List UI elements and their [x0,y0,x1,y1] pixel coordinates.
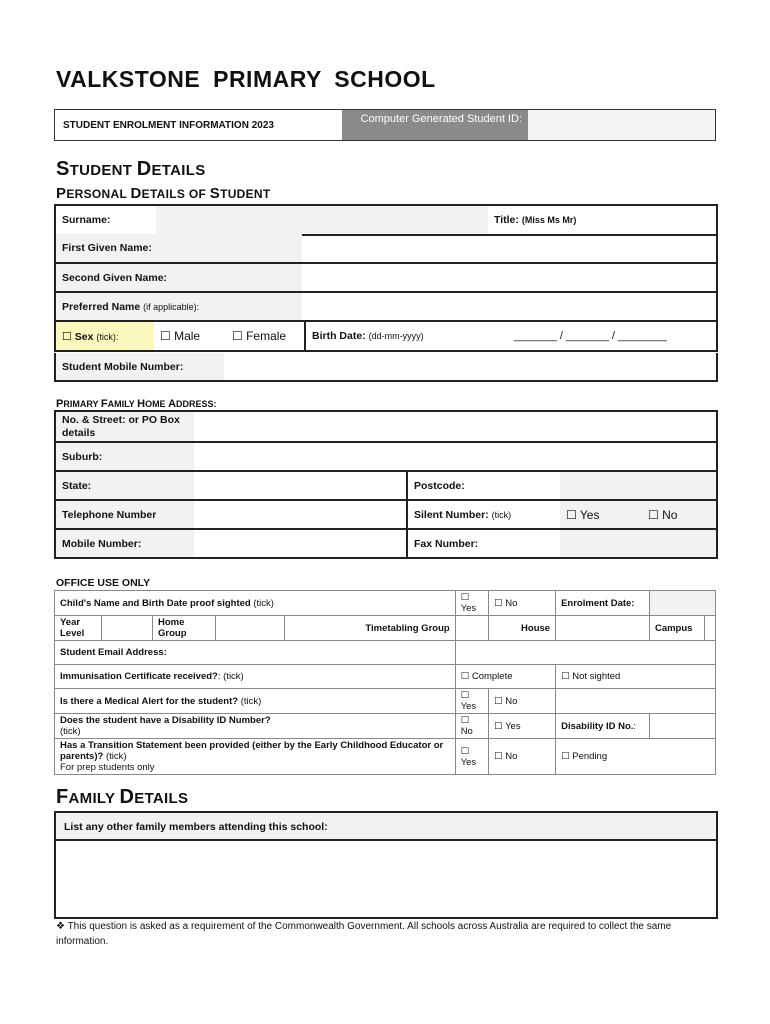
second-name-field[interactable] [302,263,717,292]
sex-label: ☐ Sex (tick): [55,322,154,351]
preferred-name-field[interactable] [302,292,717,321]
home-group-field[interactable] [216,616,285,641]
sex-birth-table [54,322,718,352]
student-mobile-field[interactable] [224,353,717,381]
immunisation-not-sighted-checkbox[interactable]: ☐ Not sighted [556,665,716,689]
office-use-table [54,590,716,775]
timetabling-group-field[interactable] [455,616,488,641]
family-members-label: List any other family members attending this school: [56,813,716,841]
enrolment-date-label: Enrolment Date: [556,591,650,616]
form-label: STUDENT ENROLMENT INFORMATION 2023 [63,120,274,131]
names-table [54,234,718,322]
telephone-label: Telephone Number [55,500,194,529]
proof-no-checkbox[interactable]: ☐ No [489,591,556,616]
postcode-field[interactable] [560,471,717,500]
mobile-label: Mobile Number: [55,529,194,558]
first-name-field[interactable] [302,234,717,263]
second-name-label: Second Given Name: [55,263,302,292]
medical-yes-checkbox[interactable]: ☐ Yes [455,689,488,714]
fax-field[interactable] [560,529,717,558]
disability-label: Does the student have a Disability ID Number? (tick) [55,714,456,739]
year-level-label: Year Level [55,616,102,641]
male-checkbox[interactable]: ☐ Male [154,322,226,351]
office-use-heading: OFFICE USE ONLY [56,577,151,589]
telephone-field[interactable] [194,500,407,529]
house-field[interactable] [556,616,650,641]
email-label: Student Email Address: [55,641,456,665]
medical-no-checkbox[interactable]: ☐ No [489,689,556,714]
campus-field[interactable] [704,616,715,641]
timetabling-group-label: Timetabling Group [285,616,456,641]
disability-no-checkbox[interactable]: ☐ No [455,714,488,739]
personal-details-table [54,204,718,236]
address-table [54,410,718,559]
computer-id-label: Computer Generated Student ID: [342,110,528,140]
computer-id-field[interactable] [528,110,715,140]
house-label: House [489,616,556,641]
email-field[interactable] [455,641,715,665]
fax-label: Fax Number: [407,529,560,558]
enrolment-header-box [54,109,716,141]
state-field[interactable] [194,471,407,500]
enrolment-date-field[interactable] [649,591,715,616]
silent-yes-checkbox[interactable]: ☐ Yes [560,500,642,529]
transition-pending-checkbox[interactable]: ☐ Pending [556,739,716,775]
personal-details-heading: PERSONAL DETAILS OF STUDENT [56,185,271,202]
female-checkbox[interactable]: ☐ Female [226,322,305,351]
mobile-field[interactable] [194,529,407,558]
student-details-heading: STUDENT DETAILS [56,158,206,180]
name-birth-proof-label: Child's Name and Birth Date proof sighted (tick) [55,591,456,616]
suburb-field[interactable] [194,442,717,471]
disability-id-label: Disability ID No.: [556,714,650,739]
disability-yes-checkbox[interactable]: ☐ Yes [489,714,556,739]
transition-no-checkbox[interactable]: ☐ No [489,739,556,775]
school-name: VALKSTONE PRIMARY SCHOOL [56,66,436,92]
mobile-table [54,353,718,382]
disability-id-field[interactable] [649,714,715,739]
family-members-box [54,811,718,919]
preferred-name-label: Preferred Name (if applicable): [55,292,302,321]
transition-label: Has a Transition Statement been provided (either by the Early Childhood Educator or parents)? (tick) For prep students only [55,739,456,775]
state-label: State: [55,471,194,500]
postcode-label: Postcode: [407,471,560,500]
silent-no-checkbox[interactable]: ☐ No [642,500,717,529]
family-details-heading: FAMILY DETAILS [56,786,189,808]
surname-label: Surname: [55,205,156,235]
title-cell[interactable] [488,205,717,235]
street-field[interactable] [194,411,717,442]
footnote: ❖ This question is asked as a requirement of the Commonwealth Government. All schools across Australia are required to collect the same information. [56,921,672,947]
family-members-field[interactable] [56,841,716,915]
campus-label: Campus [649,616,704,641]
silent-number-label: Silent Number: (tick) [407,500,560,529]
title-label: Title: [494,214,519,226]
title-options: (Miss Ms Mr) [521,215,577,225]
home-group-label: Home Group [153,616,216,641]
transition-yes-checkbox[interactable]: ☐ Yes [455,739,488,775]
proof-yes-checkbox[interactable]: ☐ Yes [455,591,488,616]
surname-field[interactable] [156,205,488,235]
immunisation-complete-checkbox[interactable]: ☐ Complete [455,665,555,689]
student-mobile-label: Student Mobile Number: [55,353,224,381]
birth-date-label: Birth Date: (dd-mm-yyyy) [305,322,508,351]
home-address-heading: PRIMARY FAMILY HOME ADDRESS: [56,398,217,410]
street-label: No. & Street: or PO Box details [55,411,194,442]
immunisation-label: Immunisation Certificate received?: (tick) [55,665,456,689]
suburb-label: Suburb: [55,442,194,471]
medical-blank [556,689,716,714]
first-name-label: First Given Name: [55,234,302,263]
medical-alert-label: Is there a Medical Alert for the student? (tick) [55,689,456,714]
year-level-field[interactable] [102,616,153,641]
birth-date-field[interactable]: _______ / _______ / ________ [508,322,717,351]
